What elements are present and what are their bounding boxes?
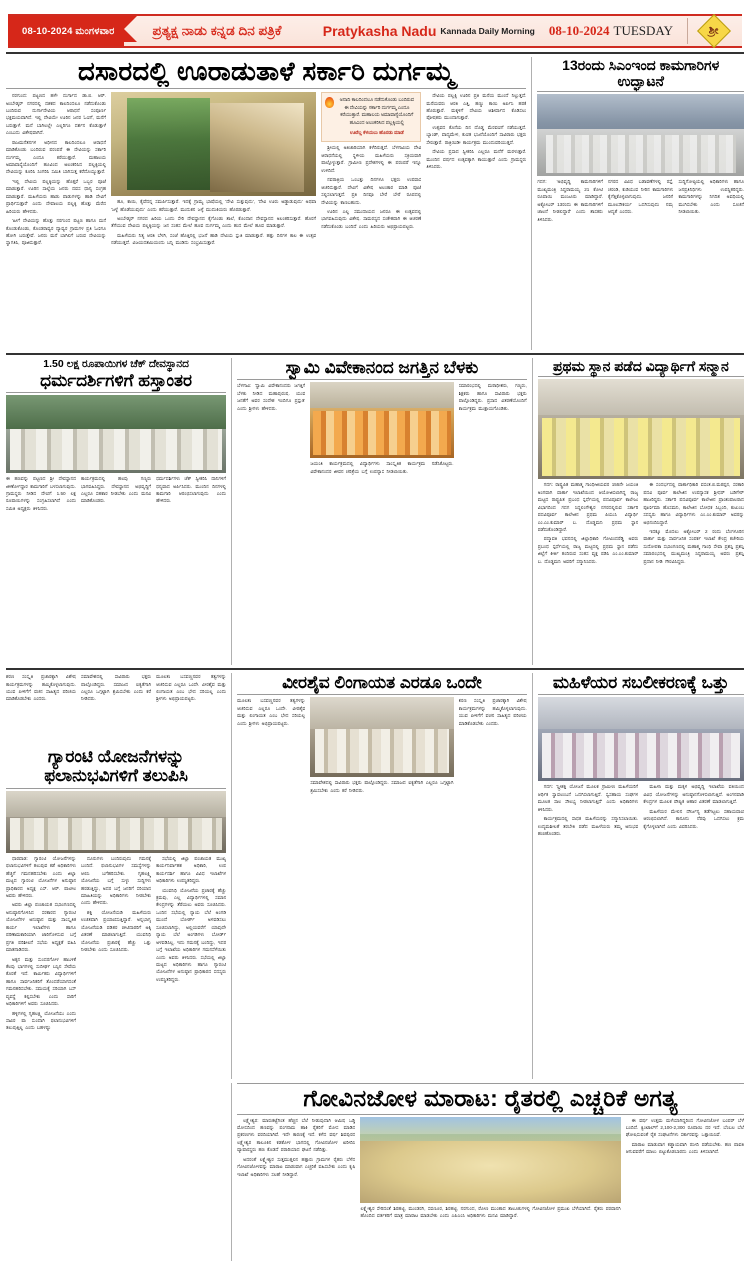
student-headline: ಪ್ರಥಮ ಸ್ಥಾನ ಪಡೆದ ವಿದ್ಯಾರ್ಥಿಗೆ ಸನ್ಮಾನ: [552, 358, 729, 375]
masthead-subtitle-english: Kannada Daily Morning: [440, 26, 535, 36]
band-separator-1: [6, 353, 744, 355]
guarantee-headline-line2: ಫಲಾನುಭವಿಗಳಿಗೆ ತಲುಪಿಸಿ: [44, 766, 188, 786]
guarantee-col-3-text: ಸಭೆಯಲ್ಲಿ ಜಿಲ್ಲಾ ಪಂಚಾಯತ ಮುಖ್ಯ ಕಾರ್ಯನಿರ್ವಾಹಕ ಅಧಿಕಾರಿ, ಉಪ ಕಾರ್ಯದರ್ಶಿ ಹಾಗೂ ವಿವಿಧ ಇಲಾಖೆಗಳ ಅಧಿಕಾರಿಗಳು ಉಪಸ್ಥಿತರಿದ್ದರು. ಯುವನಿಧಿ ಯೋಜನೆಯ ಪ್ರಚಾರಕ್ಕೆ ಹೆಚ್ಚು ಕ್ರಮವು, ಎಲ್ಲ ವಿದ್ಯಾರ್ಥಿಗಳಲ್ಲಿ ಸಮಾನ ಕೇಂದ್ರಗಳನ್ನು ತೆರೆಯಲು ಅವರು ಸೂಚಿಸಿದರು. ಒಂದಿನ ಸಭೆಯಲ್ಲಿ ನ್ಯಾಯ ಬೆಲೆ ಅಂಗಡಿ ಮುಂದೆ ಬೋರ್ಡ್ ಅಳವಡಿಸಲು ಸೂಚಿಸಲಾಗಿದ್ದು, ಅಲ್ಲಿಯವರೆಗೆ ಯಾವುದೇ ನ್ಯಾಯ ಬೆಲೆ ಅಂಗಡಿಗಳು ಬೋರ್ಡ್ ಅಳವಡಿಸಿಲ್ಲ. ಇದು ಗಮನಕ್ಕೆ ಬಂದಿದ್ದು, ಇದರ ಬಗ್ಗೆ ಇಲಾಖೆಯ ಅಧಿಕಾರಿಗಳ ಗಮನಸೆಳೆಯಿತು ಎಂದು ಅವರು ತಿಳಿಸಿದರು. ಸಭೆಯಲ್ಲಿ ಜಿಲ್ಲಾ ಮಟ್ಟದ ಅಧಿಕಾರಿಗಳು ಹಾಗೂ ಗ್ಯಾರಂಟಿ ಯೋಜನೆಗಳ ಅನುಷ್ಠಾನ ಪ್ರಾಧಿಕಾರದ ಸದಸ್ಯರು ಉಪಸ್ಥಿತರಿದ್ದರು.: [156, 855, 227, 982]
student-col-1-text: ಗದಗ: ರಾಷ್ಟ್ರಪಿತ ಮಹಾತ್ಮ ಗಾಂಧೀಜಿಯವರ 155ನೇ ಜಯಂತಿ ಅಂಗವಾಗಿ ವಾರ್ತಾ ಇಲಾಖೆಯಿಂದ ಆಯೋಜಿಸಲಾಗಿದ್ದ ರಾಜ್ಯ ಮಟ್ಟದ ರಾಷ್ಟ್ರಪಿತ ಪ್ರಬಂಧ ಸ್ಪರ್ಧೆಯಲ್ಲಿ ಪದವಿಪೂರ್ವ ಕಾಲೇಜು ವಿಭಾಗದಿಂದ ಗದಗ ಸಿದ್ದಲಿಂಗೇಶ್ವರ ನಗರದಲ್ಲಿರುವ ಸರ್ಕಾರಿ ಪದವಿಪೂರ್ವ ಕಾಲೇಜಿನ ಪ್ರಥಮ ಪಿಯುಸಿ ವಿದ್ಯಾರ್ಥಿ ಎಂ.ಎಂ.ಕುಮಾರ್ ಬ. ದೊಡ್ಡಮನಿ ಪ್ರಥಮ ಸ್ಥಾನ ಪಡೆದುಕೊಂಡಿದ್ದಾರೆ. ಪದ್ಮಾವತಿ ಭವನದಲ್ಲಿ ಜಿಲ್ಲಾಧಿಕಾರಿ ಗೋವಿಂದರೆಡ್ಡಿ ಅವರು ಪ್ರಬಂಧ ಸ್ಪರ್ಧೆಯಲ್ಲಿ ರಾಜ್ಯ ಮಟ್ಟದಲ್ಲಿ ಪ್ರಥಮ ಸ್ಥಾನ ಪಡೆದು ಜಿಲ್ಲೆಗೆ ಕೀರ್ತಿ ತಂದಿರುವ ಸಂತಸ ವ್ಯಕ್ತ ಪಡಿಸಿ ಎಂ.ಎಂ.ಕುಮಾರ್ ಬ. ದೊಡ್ಡಮನಿ ಅವರಿಗೆ ಸನ್ಮಾನಿಸಿದರು.: [537, 482, 639, 564]
masthead-date-kannada: 08-10-2024 ಮಂಗಳವಾರ: [8, 16, 124, 46]
student-col-2-text: ಈ ಸಂದರ್ಭದಲ್ಲಿ ವಾರ್ತಾಧಿಕಾರಿ ವಸಂತ.ಬಿ.ಮಠಪ್ಪನ, ಸರಕಾರಿ ಪದವಿ ಪೂರ್ವ ಕಾಲೇಜಿನ ಉಪನ್ಯಾಸಕ ಶ್ರೀಧರ್ ಬಡಿಗೇರ್ ಹಾಜರಿದ್ದರು. ಸರ್ಕಾರಿ ಪದವಿಪೂರ್ವ ಕಾಲೇಜಿನ ಪ್ರಾಂಶುಪಾಲರಾದ ಪೂರ್ಣಿಮಾ ಹೊಸಮನಿ, ಕಾಲೇಜಿನ ಬೋಧಕ ಸಿಬ್ಬಂದಿ, ಕುಟುಂಬ ಸದಸ್ಯರು ಹಾಗೂ ವಿದ್ಯಾರ್ಥಿಗಳು ಎಂ.ಎಂ.ಕುಮಾರ್ ಅವರನ್ನು ಅಭಿನಂದಿಸಿದ್ದಾರೆ. ಇದಕ್ಕೂ ಮೊದಲು ಅಕ್ಟೋಬರ್ 2 ರಂದು ಬೆಂಗಳೂರಿನ ವಾರ್ತಾ ಮತ್ತು ಸಾರ್ವಜನಿಕ ಸಂಪರ್ಕ ಇಲಾಖೆ ಕೇಂದ್ರ ಕಚೇರಿಯ ಸುದೋಪಕಾ ಸಭಾಂಗಣದಲ್ಲಿ ಮಹಾತ್ಮ ಗಾಂಧಿ ಸೇವಾ ಪ್ರಶಸ್ತಿ ಪ್ರಶಸ್ತಿ ಸಮಾರಂಭದಲ್ಲಿ ಮುಖ್ಯಮಂತ್ರಿ ಸಿದ್ದರಾಮಯ್ಯ ಅವರು ಪ್ರಶಸ್ತಿ ಪ್ರದಾನ ನೀಡಿ ಗೌರವಿಸಿದ್ದರು.: [643, 482, 744, 564]
vivekananda-col-2-text: ಜಯಂತಿ ಕಾರ್ಯಕ್ರಮದಲ್ಲಿ ವಿದ್ಯಾರ್ಥಿಗಳು ಸಾಂಸ್ಕೃತಿಕ ಕಾರ್ಯಕ್ರಮ ನಡೆಸಿಕೊಟ್ಟರು. ವಿವೇಕಾನಂದರ ಜೀವನ ಚರಿತ್ರೆಯ ಬಗ್ಗೆ ಉಪನ್ಯಾಸ ನೀಡಲಾಯಿತು.: [310, 461, 454, 474]
vivekananda-headline: ಸ್ವಾಮಿ ವಿವೇಕಾನಂದ ಜಗತ್ತಿನ ಬೆಳಕು: [285, 358, 479, 378]
third-band-vrule-2: [532, 673, 533, 1079]
lingayat-col-3: [459, 697, 527, 935]
vivekananda-columns: [237, 382, 527, 614]
vivekananda-headline-rule: [237, 379, 527, 380]
lead-col-3-text: ಶ್ರೀಯಲ್ಲಿ ಅತಿಚಾರಿಯಾಗಿ ಕಳೆದಿರುತ್ತದೆ. ಬೆಳಗಾವಿಯ ದೇವಿ ಆರಾಧನೆಯಲ್ಲಿ ಸ್ಥಳೀಯ ಮಹಿಳೆಯರು ಸಕ್ರಿಯವಾಗಿ ಪಾಲ್ಗೊಳ್ಳುತ್ತಾರೆ. ಗ್ರಾಮೀಣ ಪ್ರದೇಶಗಳಲ್ಲಿ ಈ ಪರಂಪರೆ ಇನ್ನೂ ಉಳಿದಿದೆ. ನವರಾತ್ರಿಯ ಒಂಬತ್ತು ದಿನಗಳೂ ಭಕ್ತರು ಉಪವಾಸ ಆಚರಿಸುತ್ತಾರೆ. ದೇವಿಗೆ ವಿಶೇಷ ಅಲಂಕಾರ ಮಾಡಿ ಪೂಜೆ ಸಲ್ಲಿಸಲಾಗುತ್ತದೆ. ಪ್ರತಿ ದಿನವೂ ಬೇರೆ ಬೇರೆ ರೂಪದಲ್ಲಿ ದೇವಿಯನ್ನು ಕಾಣಬಹುದು. ಊರಿನ ಎಲ್ಲ ಸಮುದಾಯದ ಜನರೂ ಈ ಉತ್ಸವದಲ್ಲಿ ಭಾಗವಹಿಸುವುದು ವಿಶೇಷ. ಸಾಮರಸ್ಯದ ಸಂಕೇತವಾಗಿ ಈ ಆಚರಣೆ ನಡೆದುಕೊಂಡು ಬಂದಿದೆ ಎಂದು ಹಿರಿಯರು ಅಭಿಪ್ರಾಯಪಟ್ಟರು.: [321, 145, 422, 229]
bottom-band-vrule: [231, 1083, 232, 1261]
guarantee-col-2-text: ದೂರುಗಳು ಬಂದಿರುವುದು ಗಮನಕ್ಕೆ ಬಂದಿದೆ. ಫಲಾನುಭವಿಗಳ ಸಮಸ್ಯೆಗಳನ್ನು ಆಲಿಸಿ ಬಗೆಹರಿಸಬೇಕು. ಗೃಹಲಕ್ಷ್ಮಿ ಯೋಜನೆಯ ಬಗ್ಗೆ ಸುಳ್ಳು ಸುದ್ದಿಗಳು ಹರಡುತ್ತಿದ್ದು, ಅದರ ಬಗ್ಗೆ ಜನರಿಗೆ ಸರಿಯಾದ ಮಾಹಿತಿಯನ್ನು ಅಧಿಕಾರಿಗಳು ನೀಡಬೇಕು ಎಂದು ಹೇಳಿದರು. ಶಕ್ತಿ ಯೋಜನೆಯಡಿ ಮಹಿಳೆಯರು ಉಚಿತವಾಗಿ ಪ್ರಯಾಣಿಸುತ್ತಿದ್ದಾರೆ. ಅನ್ನಭಾಗ್ಯ ಯೋಜನೆಯಡಿ ಪಡಿತರ ಚೀಟಿದಾರರಿಗೆ ಅಕ್ಕಿ ವಿತರಣೆ ಮಾಡಲಾಗುತ್ತಿದೆ. ಯುವನಿಧಿ ಯೋಜನೆಯ ಪ್ರಚಾರಕ್ಕೆ ಹೆಚ್ಚು ಒತ್ತು ನೀಡಬೇಕು ಎಂದು ಸೂಚಿಸಿದರು.: [81, 855, 152, 953]
guarantee-photo-meeting: [6, 791, 226, 853]
band-separator-2: [6, 668, 744, 670]
maize-columns: [237, 1117, 744, 1261]
masthead-day-english: TUESDAY: [613, 23, 673, 38]
lead-col-1-text: ನರಗುಂದ: ಪಟ್ಟಣದ ಹಳೇ ದುರ್ಗಾದ ಡಾ.ಬಿ. ಆರ್. ಅಂಬೇಡ್ಕರ್ ನಗರದಲ್ಲಿ ದಶಕದ ಕಾಲದಿಂದಲೂ ನಡೆದುಕೊಂಡು ಬಂದಿರುವ ದುರ್ಗಾದೇವಿಯ ಆರಾಧನೆ ಸಂಪೂರ್ಣ ಭಕ್ತಿಮಯವಾಗಿದೆ. ಇಲ್ಲಿ ದೇವಿಯೇ ಊರಿನ ಜನರ ಓಣಿಗೆ, ಮನೆಗೆ ಬರುತ್ತಾಳೆ. ಮನೆ ಬಾಗಿಲಲ್ಲೇ ಎಲ್ಲರಿಗೂ ದರ್ಶನ ಕೊಡುತ್ತಾಳೆ ಎಂಬುದು ವಿಶೇಷವಾಗಿದೆ. ರಾಜಮನೆತನಗಳ ಅಧೀನದ ಕಾಲದಿಂದಲೂ ಆರಾಧನೆ ಮಾಡಿಕೊಂಡು ಬಂದಿರುವ ಪರಂಪರೆ ಈ ದೇವಿಯನ್ನು ಸರ್ಕಾರಿ ದುರ್ಗಮ್ಮ ಎಂದೂ ಕರೆಯುತ್ತಾರೆ. ಮಹಾಲಯ ಅಮಾವಾಸ್ಯೆಯೊಂದಿಗೆ ಹೂವಿಂದ ಅಲಂಕರಿಸಿದ ಪಲ್ಲಕ್ಕಿಯಲ್ಲಿ ದೇವಿಯನ್ನು ಕೂರಿಸಿ ಸಿಂಗರಿಸಿ ಸಮಿತಿ ಬಾಗಿಸುತ್ತ ಕರೆದೊಯ್ಯುತ್ತಾರೆ. 'ಇಲ್ಲಿ ದೇವಿಯ ಪಲ್ಲಕ್ಕಿಯನ್ನು ಹೊತ್ತರೆ ಒಬ್ಬರ ಪೂಜೆ ಮಾಡುತ್ತಾರೆ. ಊರಿನ ಸಾಲ್ಲೆಯ ಜನರು ದವಸ ಧಾನ್ಯ ಸಂಗ್ರಹ ಮಾಡುತ್ತಾರೆ. ಮಹಿಳೆಯರು ಹಾಡು ಪಾಡುಗಳನ್ನು ಹಾಡಿ ದೇವಿಗೆ ಪ್ರಾರ್ಥಿಸುತ್ತಾರೆ' ಎಂದು ದೇವಾಲಯ ಪಲ್ಲಕ್ಕಿ ಹೊತ್ತು ಮೆರೆದ ಹಿರಿಯರು ಹೇಳಿದರು. 'ಹೀಗೆ ದೇವಿಯನ್ನು ಹೊತ್ತು ನರಗುಂದ ಪಟ್ಟಣ ಹಾಗೂ ಮನೆ ಕೊಂಡುಕೊಂಡು, ಕೊಂಡರಾವ್ವರ ದ್ಯಾವ್ವರ ಗ್ರಾಮಗಳ ಪ್ರತಿ ಓಣಿಗೂ ಹೋಗಿ ಬರುತ್ತೇವೆ. ಜನರು ಮನೆ ಬಾಗಿಲಿಗೆ ಬರುವ ದೇವಿಯನ್ನು ಸ್ವಾಗತಿಸಿ, ಪೂಜಿಸುತ್ತಾರೆ.: [6, 93, 107, 246]
lead-headline: ದಸಾರದಲ್ಲಿ ಊರಾಡುತಾಳೆ ಸರ್ಕಾರಿ ದುರ್ಗಮ್ಮ: [77, 56, 455, 86]
newspaper-page: [0, 14, 750, 1219]
lead-headline-rule: [6, 88, 526, 89]
masthead-title-kannada: ಪ್ರತ್ಯಕ್ಷ ನಾಡು ಕನ್ನಡ ದಿನ ಪತ್ರಿಕೆ: [152, 23, 282, 38]
maize-top-rule: [237, 1083, 744, 1084]
lead-col-2: [111, 92, 316, 350]
lead-callout-highlight: ಊರೆಲ್ಲ ಕೆಳಯಲು ಹೊರಡು ಮಾಡೆ: [349, 130, 404, 136]
guarantee-preface-col-2: ಸಮಾವೇಶದಲ್ಲಿ ಸಾವಿರಾರು ಭಕ್ತರು ಪಾಲ್ಗೊಂಡಿದ್ದರು. ಸಮಾಜದ ಐಕ್ಯತೆಗಾಗಿ ಎಲ್ಲರೂ ಒಗ್ಗಟ್ಟಾಗಿ ಶ್ರಮಿಸಬೇಕು ಎಂದು ಕರೆ ನೀಡಿದರು.: [81, 674, 152, 702]
lead-photo-temple: [111, 92, 316, 196]
masthead-title-english: Pratykasha Nadu: [322, 23, 437, 39]
women-headline-rule: [538, 694, 744, 695]
top-band: [6, 57, 744, 350]
maize-story: [237, 1083, 744, 1261]
guarantee-headline-rule: [6, 788, 226, 789]
maize-photo-field: [360, 1117, 620, 1203]
cheque-headline-rule: [6, 392, 226, 393]
lingayat-photo-hall: [310, 697, 453, 777]
lingayat-col-1-text: ಮೂಲತಃ ಬಸವಣ್ಣನವರ ತತ್ವಗಳನ್ನು ಆಚರಿಸುವ ಎಲ್ಲರೂ ಒಂದೇ. ವೀರಶೈವ ಮತ್ತು ಲಿಂಗಾಯತ ಎಂಬ ಭೇದ ಸರಿಯಲ್ಲ ಎಂದು ಶ್ರೀಗಳು ಅಭಿಪ್ರಾಯಪಟ್ಟರು.: [237, 698, 306, 726]
lead-story: [6, 57, 526, 350]
cheque-photo-dais: [6, 395, 226, 473]
women-col-1-text: ಗದಗ: 'ಸ್ತ್ರೀಶಕ್ತಿ ಯೋಜನೆ ಮೂಲಕ ಗ್ರಾಮೀಣ ಮಹಿಳೆಯರಿಗೆ ಆರ್ಥಿಕ ಸ್ವಾವಲಂಬನೆ ಒದಗಿಸಲಾಗುತ್ತಿದೆ. ಸ್ವಸಹಾಯ ಸಂಘಗಳ ಮೂಲಕ ಸಾಲ ಸೌಲಭ್ಯ ನೀಡಲಾಗುತ್ತಿದೆ' ಎಂದು ಅಧಿಕಾರಿಗಳು ತಿಳಿಸಿದರು. ಕಾರ್ಯಕ್ರಮದಲ್ಲಿ ಸಾಧಕ ಮಹಿಳೆಯರನ್ನು ಸನ್ಮಾನಿಸಲಾಯಿತು. ಉದ್ಯಮಶೀಲತೆ ತರಬೇತಿ ಪಡೆದ ಮಹಿಳೆಯರು ತಮ್ಮ ಅನುಭವ ಹಂಚಿಕೊಂಡರು.: [537, 784, 639, 837]
cm-story: [537, 57, 744, 350]
cheque-headline: ಧರ್ಮದರ್ಶಿಗಳಿಗೆ ಹಸ್ತಾಂತರ: [40, 370, 193, 390]
lead-columns: [6, 92, 526, 350]
masthead-date-english: 08-10-2024: [548, 23, 610, 38]
lingayat-col-1: [237, 697, 305, 935]
second-band-vrule-1: [231, 358, 232, 665]
masthead-divider: [687, 18, 688, 44]
second-band: [6, 358, 744, 665]
lingayat-col-2-text: ಸಮಾವೇಶದಲ್ಲಿ ಸಾವಿರಾರು ಭಕ್ತರು ಪಾಲ್ಗೊಂಡಿದ್ದರು. ಸಮಾಜದ ಐಕ್ಯತೆಗಾಗಿ ಎಲ್ಲರೂ ಒಗ್ಗಟ್ಟಾಗಿ ಶ್ರಮಿಸಬೇಕು ಎಂದು ಕರೆ ನೀಡಿದರು.: [310, 780, 454, 793]
logo-glyph: ಶ್ರೀ: [709, 24, 719, 37]
lingayat-story: [237, 673, 527, 1079]
maize-col-1-text: ಲಕ್ಷ್ಮೇಶ್ವರ: ಮಾರುಕಟ್ಟೆಗಿಂತ ಹೆಚ್ಚಿನ ಬೆಲೆ ನೀಡುವುದಾಗಿ ಆಮಿಷ ಒಡ್ಡಿ ಮೋಸದಿಂದ ಹಣವನ್ನು ಪಂಗನಾಮ ಹಾಕಿ ರೈತರಿಗೆ ಮೋಸ ಮಾಡಿದ ಪ್ರಕರಣಗಳು ವರದಿಯಾಗಿವೆ. ಇದೇ ಕಾರಣಕ್ಕೆ ಇದೆ. ಕಳೆದ ವರ್ಷ ಶಿವಪುರದ ಲಕ್ಷ್ಮೇಶ್ವರ ತಾಲೂಕಿನ ಕಡಕೋಳ ಭಾಗದಲ್ಲಿ ಗೋವಿನಜೋಳ ಖರೀದಿಸಿ ವ್ಯಾಪಾರಸ್ಥರು ಹಣ ಕೊಡದೆ ಪರಾರಿಯಾದ ಘಟನೆ ನಡೆದಿತ್ತು. ಅದರಂತೆ ಲಕ್ಷ್ಮೇಶ್ವರ ಸುತ್ತಮುತ್ತಲಿನ ಹತ್ತಾರು ಗ್ರಾಮಗಳ ರೈತರು ಬೆಳೆದ ಗೋವಿನಜೋಳವನ್ನು ಮಾರಾಟ ಮಾಡುವಾಗ ಎಚ್ಚರಿಕೆ ವಹಿಸಬೇಕು ಎಂದು ಕೃಷಿ ಇಲಾಖೆ ಅಧಿಕಾರಿಗಳು ಸಲಹೆ ನೀಡಿದ್ದಾರೆ.: [237, 1117, 356, 1177]
student-columns: [538, 481, 744, 655]
maize-col-3-text: ಈ ವರ್ಷ ಉತ್ತಮ ಮಳೆಯಾಗಿದ್ದರಿಂದ ಗೋವಿನಜೋಳ ಬಂಪರ್ ಬೆಳೆ ಬಂದಿದೆ. ಕ್ವಿಂಟಾಲ್‌ಗೆ 2,100-2,300 ರೂಪಾಯಿ ದರ ಇದೆ. ಬೆಂಬಲ ಬೆಲೆ ಘೋಷಿಸುವಂತೆ ರೈತ ಸಂಘಟನೆಗಳು ಸರ್ಕಾರವನ್ನು ಒತ್ತಾಯಿಸಿವೆ. ಮಾರಾಟ ಮಾಡುವಾಗ ಕಡ್ಡಾಯವಾಗಿ ರಸೀದಿ ಪಡೆಯಬೇಕು. ಹಣ ಪಾವತಿ ಆಗುವವರೆಗೆ ಮಾಲು ಬಿಟ್ಟುಕೊಡಬಾರದು ಎಂದು ತಿಳಿಸಲಾಗಿದೆ.: [625, 1117, 745, 1155]
maize-col-2-text: ಲಕ್ಷ್ಮೇಶ್ವರ ಸೇರಿದಂತೆ ಶಿರಹಟ್ಟಿ, ಮುಂಡರಗಿ, ಸವಣೂರ, ಶಿರಹಟ್ಟಿ, ನರಗುಂದ, ರೋಣ ಮುಂತಾದ ತಾಲೂಕುಗಳಲ್ಲಿ ಗೋವಿನಜೋಳ ಪ್ರಮುಖ ಬೆಳೆಯಾಗಿದೆ. ರೈತರು ಪರವಾನಗಿ ಹೊಂದಿದ ವರ್ತಕರಿಗೆ ಮಾತ್ರ ಮಾರಾಟ ಮಾಡಬೇಕು ಎಂದು ಎಪಿಎಂಸಿ ಅಧಿಕಾರಿಗಳು ಮನವಿ ಮಾಡಿದ್ದಾರೆ.: [360, 1205, 621, 1219]
newspaper-logo-icon: [697, 14, 731, 48]
lingayat-headline: ವೀರಶೈವ ಲಿಂಗಾಯತ ಎರಡೂ ಒಂದೇ: [282, 673, 482, 693]
maize-headline-rule: [237, 1114, 744, 1115]
women-columns: [538, 783, 744, 981]
vivekananda-col-1: [237, 382, 305, 614]
lingayat-headline-rule: [237, 694, 527, 695]
lead-col-3: [321, 92, 421, 350]
student-photo-award: [538, 379, 744, 479]
vivekananda-photo-assembly: [310, 382, 453, 458]
student-story: [538, 358, 744, 665]
maize-col-1: [237, 1117, 355, 1261]
lingayat-col-2: [310, 697, 453, 935]
flame-icon: [325, 97, 334, 108]
maize-headline: ಗೋವಿನಜೋಳ ಮಾರಾಟ: ರೈತರಲ್ಲಿ ಎಚ್ಚರಿಕೆ ಅಗತ್ಯ: [303, 1084, 678, 1111]
guarantee-preface: [6, 673, 226, 745]
third-band-vrule-1: [231, 673, 232, 1079]
vivekananda-col-1-text: ಬೆಳಗಾವಿ: 'ಸ್ವಾಮಿ ವಿವೇಕಾನಂದರು ಜಗತ್ತಿಗೆ ಬೆಳಕು ನೀಡಿದ ಮಹಾಪುರುಷ. ಯುವ ಜನತೆಗೆ ಅವರ ಸಂದೇಶ ಇಂದಿಗೂ ಪ್ರಸ್ತುತ' ಎಂದು ಶ್ರೀಗಳು ಹೇಳಿದರು.: [237, 383, 306, 411]
vivekananda-col-3-text: ಸಮಾರಂಭದಲ್ಲಿ ಮಠಾಧೀಶರು, ಗಣ್ಯರು, ಶಿಕ್ಷಕರು ಹಾಗೂ ಸಾವಿರಾರು ಭಕ್ತರು ಪಾಲ್ಗೊಂಡಿದ್ದರು. ಪ್ರಸಾದ ವಿತರಣೆಯೊಂದಿಗೆ ಕಾರ್ಯಕ್ರಮ ಮುಕ್ತಾಯಗೊಂಡಿತು.: [458, 383, 527, 411]
cheque-kicker: 1.50 ಲಕ್ಷ ರೂಪಾಯಿಗಳ ಚೆಕ್ ದೇವಸ್ಥಾನದ: [43, 358, 189, 371]
bottom-band: [6, 1083, 744, 1261]
women-col-2-text: ಮಹಿಳಾ ಮತ್ತು ಮಕ್ಕಳ ಅಭಿವೃದ್ಧಿ ಇಲಾಖೆಯ ವತಿಯಿಂದ ವಿವಿಧ ಯೋಜನೆಗಳನ್ನು ಅನುಷ್ಠಾನಗೊಳಿಸಲಾಗುತ್ತಿದೆ. ಅಂಗನವಾಡಿ ಕೇಂದ್ರಗಳ ಮೂಲಕ ಪೌಷ್ಟಿಕ ಆಹಾರ ವಿತರಣೆ ಮಾಡಲಾಗುತ್ತಿದೆ. ಮಹಿಳೆಯರ ಮೇಲಿನ ದೌರ್ಜನ್ಯ ತಡೆಗಟ್ಟಲು ಸಹಾಯವಾಣಿ ಆರಂಭಿಸಲಾಗಿದೆ. ಕಾನೂನು ನೆರವು ಒದಗಿಸಲು ಕ್ರಮ ಕೈಗೊಳ್ಳಲಾಗಿದೆ ಎಂದು ವಿವರಿಸಿದರು.: [643, 784, 744, 829]
cheque-story: [6, 358, 226, 665]
guarantee-headline-line1: ಗ್ಯಾರಂಟಿ ಯೋಜನೆಗಳನ್ನು: [47, 747, 185, 767]
women-photo-group: [538, 697, 744, 781]
lead-callout-text: ಅನಾದಿ ಕಾಲದಿಂದಲೂ ನಡೆದುಕೊಂಡು ಬಂದಿರುವ ಈ ದೇವಿಯನ್ನು ಸರ್ಕಾರಿ ದುರ್ಗಮ್ಮ ಎಂದೂ ಕರೆಯುತ್ತಾರೆ. ಮಹಾಲಯ ಅಮಾವಾಸ್ಯೆಯೊಂದಿಗೆ ಹೂವಿಂದ ಅಲಂಕರಿಸಿದ ಪಲ್ಲಕ್ಕಿಯಲ್ಲಿ: [339, 98, 414, 127]
cm-col-2-text: ನಗರದ ವಿವಿಧ ಬಡಾವಣೆಗಳಲ್ಲಿ ರಸ್ತೆ, ಚರಂಡಿ, ಕುಡಿಯುವ ನೀರಿನ ಕಾಮಗಾರಿಗಳು ಕೈಗೆತ್ತಿಕೊಳ್ಳಲಾಗುವುದು. ಜನರಿಗೆ ಮೂಲಸೌಕರ್ಯ ಒದಗಿಸುವುದು ನಮ್ಮ ಆದ್ಯತೆ ಎಂದರು.: [607, 179, 674, 215]
cheque-col-3-text: ಧರ್ಮದರ್ಶಿಗಳು ಚೆಕ್ ಸ್ವೀಕರಿಸಿ ದಾನಿಗಳಿಗೆ ಧನ್ಯವಾದ ಅರ್ಪಿಸಿದರು. ಮುಂದಿನ ದಿನಗಳಲ್ಲಿ ಕಾಮಗಾರಿ ಆರಂಭಿಸಲಾಗುವುದು ಎಂದು ಹೇಳಿದರು.: [156, 476, 227, 504]
guarantee-preface-col-3: ಮೂಲತಃ ಬಸವಣ್ಣನವರ ತತ್ವಗಳನ್ನು ಆಚರಿಸುವ ಎಲ್ಲರೂ ಒಂದೇ. ವೀರಶೈವ ಮತ್ತು ಲಿಂಗಾಯತ ಎಂಬ ಭೇದ ಸರಿಯಲ್ಲ ಎಂದು ಶ್ರೀಗಳು ಅಭಿಪ್ರಾಯಪಟ್ಟರು.: [156, 674, 227, 702]
cheque-columns: [6, 475, 226, 665]
lingayat-col-3-text: ಶರಣ ಸಂಸ್ಕೃತಿ ಪ್ರಚಾರಕ್ಕಾಗಿ ವಿಶೇಷ ಕಾರ್ಯಕ್ರಮಗಳನ್ನು ಹಮ್ಮಿಕೊಳ್ಳಲಾಗುವುದು. ಯುವ ಪೀಳಿಗೆಗೆ ವಚನ ಸಾಹಿತ್ಯದ ಪರಿಚಯ ಮಾಡಿಕೊಡಬೇಕು ಎಂದರು.: [458, 698, 527, 726]
lead-callout: [321, 92, 421, 142]
masthead: [8, 14, 742, 48]
student-headline-rule: [538, 376, 744, 377]
cm-headline: 13ರಂದು ಸಿಎಂಇಂದ ಕಾಮಗಾರಿಗಳ ಉದ್ಘಾಟನೆ: [562, 57, 720, 90]
cm-col-1-text: ಗದಗ: 'ಅಭಿವೃದ್ಧಿ ಕಾಮಗಾರಿಗಳಿಗೆ ಮುಖ್ಯಮಂತ್ರಿ ಸಿದ್ದರಾಮಯ್ಯ 21 ಕೋಟಿ ರೂಪಾಯಿ ಮಂಜೂರು ಮಾಡಿದ್ದಾರೆ. ಅಕ್ಟೋಬರ್ 13ರಂದು ಈ ಕಾಮಗಾರಿಗಳಿಗೆ ಚಾಲನೆ ನೀಡಲಿದ್ದಾರೆ' ಎಂದು ಶಾಸಕರು ತಿಳಿಸಿದರು.: [537, 179, 603, 222]
guarantee-preface-col-1: ಶರಣ ಸಂಸ್ಕೃತಿ ಪ್ರಚಾರಕ್ಕಾಗಿ ವಿಶೇಷ ಕಾರ್ಯಕ್ರಮಗಳನ್ನು ಹಮ್ಮಿಕೊಳ್ಳಲಾಗುವುದು. ಯುವ ಪೀಳಿಗೆಗೆ ವಚನ ಸಾಹಿತ್ಯದ ಪರಿಚಯ ಮಾಡಿಕೊಡಬೇಕು ಎಂದರು.: [6, 674, 77, 702]
lingayat-columns: [237, 697, 527, 935]
lead-col-2-text: ಹೂ, ಕಾಯಿ, ಕೈವೆದನ್ನ ಸಮರ್ಪಿಸುತ್ತಾರೆ. ಇದಕ್ಕೆ ಗ್ರಾಮ್ಯ ಭಾಷೆಯಲ್ಲಿ 'ದೇವಿ ಸುತ್ತುವುದು', 'ದೇವಿ ಊರು ಅಡ್ಡಾಡುವುದು' ಅಥವಾ 'ಜಳ್ಳೆ ಹೊಡೆಯುವುದು' ಎಂದು ಕರೆಯುತ್ತಾರೆ. ಮುದುಕನ ಜಳ್ಳೆ ಮುದುಕಿಯರು ಹೊರಡುತ್ತಾರೆ. ಅಂಬೇಡ್ಕರ್ ನಗರದ ಹಿರಿಯ ಒಂದು ಸೇರಿ ದೇವಸ್ಥಾನದ ಕೈಗೊಂಡು ಶಾಲೆ, ಕೊಂದಾನ ದೇವಸ್ಥಾನದ ಅಲಂಕರಿಸುತ್ತಾರೆ. ಹೊರಗೆ ತೆಗೆಯುವ ದೇವಿಯ ಪಲ್ಲಕ್ಕಿಯನ್ನು ಜನ ಸಂತಸ ಮೇಲೆ ಹೂವ ದುರ್ಗಮ್ಮ ಎಂದು ಹುದ ಮೇಲೆ ಹೂವ ಮಾಡುತ್ತಾರೆ. ಮಹಿಳೆಯರು ನಿತ್ಯ ಆರತಿ ಬೆಳಗಿ, ಸಂಜೆ ಹೊತ್ತಿನಲ್ಲಿ ಭಜನೆ ಹಾಡಿ ದೇವಿಯ ಸ್ತುತಿ ಮಾಡುತ್ತಾರೆ. ಹತ್ತು ದಿನಗಳ ಕಾಲ ಈ ಉತ್ಸವ ನಡೆಯುತ್ತದೆ. ವಿಜಯದಶಮಿಯಂದು ಬನ್ನಿ ಮುಡಿದು ಸಂಭ್ರಮಿಸುತ್ತಾರೆ.: [111, 199, 317, 246]
cm-columns: [537, 178, 744, 330]
maize-col-2: [360, 1117, 620, 1261]
cheque-col-2-text: ಕಾರ್ಯಕ್ರಮದಲ್ಲಿ ಹಲವು ಗಣ್ಯರು ಭಾಗವಹಿಸಿದ್ದರು. ದೇವಸ್ಥಾನದ ಅಭಿವೃದ್ಧಿಗೆ ಎಲ್ಲರೂ ಸಹಕಾರ ನೀಡಬೇಕು ಎಂದು ಮನವಿ ಮಾಡಿಕೊಂಡರು.: [81, 476, 152, 504]
women-story: [538, 673, 744, 1079]
masthead-bottom-rule: [6, 52, 744, 54]
cm-photo-group: [537, 94, 744, 176]
guarantee-columns: [6, 855, 226, 1079]
vivekananda-col-3: [459, 382, 527, 614]
lead-col-1: [6, 92, 106, 350]
third-band: [6, 673, 744, 1079]
vivekananda-col-2: [310, 382, 453, 614]
cm-col-3-text: ಸುದ್ದಿಗೋಷ್ಠಿಯಲ್ಲಿ ಅಧಿಕಾರಿಗಳು ಹಾಗೂ ಜನಪ್ರತಿನಿಧಿಗಳು ಉಪಸ್ಥಿತರಿದ್ದರು. ಕಾಮಗಾರಿಗಳನ್ನು ನಿಗದಿತ ಅವಧಿಯಲ್ಲಿ ಮುಗಿಸಬೇಕು ಎಂದು ಸೂಚನೆ ನೀಡಲಾಯಿತು.: [678, 179, 745, 215]
bottom-left-filler: [6, 1083, 226, 1261]
cheque-col-1-text: ಈ ಹಣವನ್ನು ಪಟ್ಟಣದ ಶ್ರೀ ದೇವಸ್ಥಾನದ ಜೀರ್ಣೋದ್ಧಾರ ಕಾಮಗಾರಿಗೆ ಬಳಸಲಾಗುವುದು. ಗ್ರಾಮಸ್ಥರು ನೀಡಿದ ದೇಣಿಗೆ 1.50 ಲಕ್ಷ ರೂಪಾಯಿಗಳನ್ನು ಸಂಗ್ರಹಿಸಲಾಗಿದೆ ಎಂದು ಸಮಿತಿ ಅಧ್ಯಕ್ಷರು ತಿಳಿಸಿದರು.: [6, 476, 77, 511]
cm-headline-rule: [537, 91, 744, 92]
women-headline: ಮಹಿಳೆಯರ ಸಬಲೀಕರಣಕ್ಕೆ ಒತ್ತು: [552, 673, 729, 693]
guarantee-col-1-text: ಧಾರವಾಡ: ಗ್ಯಾರಂಟಿ ಯೋಜನೆಗಳನ್ನು ಫಲಾನುಭವಿಗಳಿಗೆ ತಲುಪುವ ಕಡೆ ಅಧಿಕಾರಿಗಳು ಹೆಚ್ಚಿಗೆ ಗಮನಹರಿಸಬೇಕು ಎಂದು ಜಿಲ್ಲಾ ಮಟ್ಟದ ಗ್ಯಾರಂಟಿ ಯೋಜನೆಗಳ ಅನುಷ್ಠಾನ ಪ್ರಾಧಿಕಾರದ ಅಧ್ಯಕ್ಷ ಎಸ್. ಆರ್. ಪಾಟೀಲ ಅವರು ಹೇಳಿದರು. ಅವರು ಜಿಲ್ಲಾ ಪಂಚಾಯತ ಸಭಾಂಗಣದಲ್ಲಿ ಅನುಷ್ಠಾನಗೊಳಿಸಿದ ಸರಕಾರದ ಗ್ಯಾರಂಟಿ ಯೋಜನೆಗಳ ಅನುಷ್ಠಾನ ಮತ್ತು ಸಾಂಸ್ಕೃತಿಕ ಕಾರ್ಯ ಇಲಾಖೆಗಳು ಹಾಗೂ ಪರಿಣಾಮಕಾರಿಯಾಗಿ ಜಾರಿಗೊಳಿಸುವ ಬಗ್ಗೆ ಪ್ರಗತಿ ಪರಿಶೀಲನೆ ಸಭೆಯ ಅಧ್ಯಕ್ಷತೆ ವಹಿಸಿ ಮಾತನಾಡಿದರು. ಅಕ್ಕನ ಮತ್ತು ಸುಂದರಗೋಳ ಹಾಬಳಿಕೆ ಕೆಲವು ಭಾಗಗಳಲ್ಲಿ ಸುದೀರ್ಘ ಬಸ್ಸಿನ ಸೇವೆಯ ಕೊರತೆ ಇದೆ. ಕಾರ್ಮಿಕರು ವಿದ್ಯಾರ್ಥಿಗಳಿಗೆ ಹಾಗೂ ಸಾರ್ವಜನಿಕರಿಗೆ ತೊಂದರೆಯಾಗದಂತೆ ಗಮನಹರಿಸಬೇಕು. ಸಮಯಕ್ಕೆ ಸರಿಯಾಗಿ ಬಸ್ ವ್ಯವಸ್ಥೆ ಕಲ್ಪಿಸಬೇಕು ಎಂದು ಸಾರಿಗೆ ಅಧಿಕಾರಿಗಳಿಗೆ ಅವರು ಸೂಚಿಸಿದರು. ಹಳ್ಳಿಗಳಲ್ಲಿ ಗೃಹಲಕ್ಷ್ಮಿ ಯೋಜನೆಯು ಎಂದು ಸಾವಿರ ಪಾ ಸುಂದಾಗಿ ಫಲಾನುಭವಿಗಳಿಗೆ ತಲುಪುತ್ತಿಲ್ಲ ಎಂದು ಬಹಳಷ್ಟು: [6, 855, 77, 1031]
lead-col-4: [426, 92, 526, 350]
top-band-vrule: [531, 57, 532, 350]
guarantee-story: [6, 673, 226, 1079]
vivekananda-story: [237, 358, 527, 665]
second-band-vrule-2: [532, 358, 533, 665]
maize-col-3: [626, 1117, 744, 1261]
lead-col-4-text: ದೇವಿಯ ಪಲ್ಲಕ್ಕಿ ಊರಿನ ಪ್ರತಿ ಮನೆಯ ಮುಂದೆ ನಿಲ್ಲುತ್ತದೆ. ಮನೆಯವರು ಆರತಿ ಎತ್ತಿ, ಹಣ್ಣು ಕಾಯಿ ಅರ್ಪಿಸಿ ಹರಕೆ ಹೊರುತ್ತಾರೆ. ಮಕ್ಕಳಿಗೆ ದೇವಿಯ ಆಶೀರ್ವಾದ ಕೊಡಿಸಲು ಪೋಷಕರು ಮುಂದಾಗುತ್ತಾರೆ. ಉತ್ಸವದ ಕೊನೆಯ ದಿನ ದೊಡ್ಡ ಮೆರವಣಿಗೆ ನಡೆಯುತ್ತದೆ. ಬ್ಯಾಂಡ್, ವಾದ್ಯಮೇಳ, ಕುಣಿತ ಭಜನೆಯೊಂದಿಗೆ ಸಾವಿರಾರು ಭಕ್ತರು ಸೇರುತ್ತಾರೆ. ರಾತ್ರಿಯಿಡೀ ಕಾರ್ಯಕ್ರಮ ಮುಂದುವರಿಯುತ್ತದೆ. ದೇವಿಯ ಪ್ರಸಾದ ಸ್ವೀಕರಿಸಿ ಎಲ್ಲರೂ ಮನೆಗೆ ಮರಳುತ್ತಾರೆ. ಮುಂದಿನ ವರ್ಷದ ಉತ್ಸವಕ್ಕಾಗಿ ಕಾಯುತ್ತಾರೆ ಎಂದು ಗ್ರಾಮಸ್ಥರು ತಿಳಿಸಿದರು.: [426, 93, 527, 170]
